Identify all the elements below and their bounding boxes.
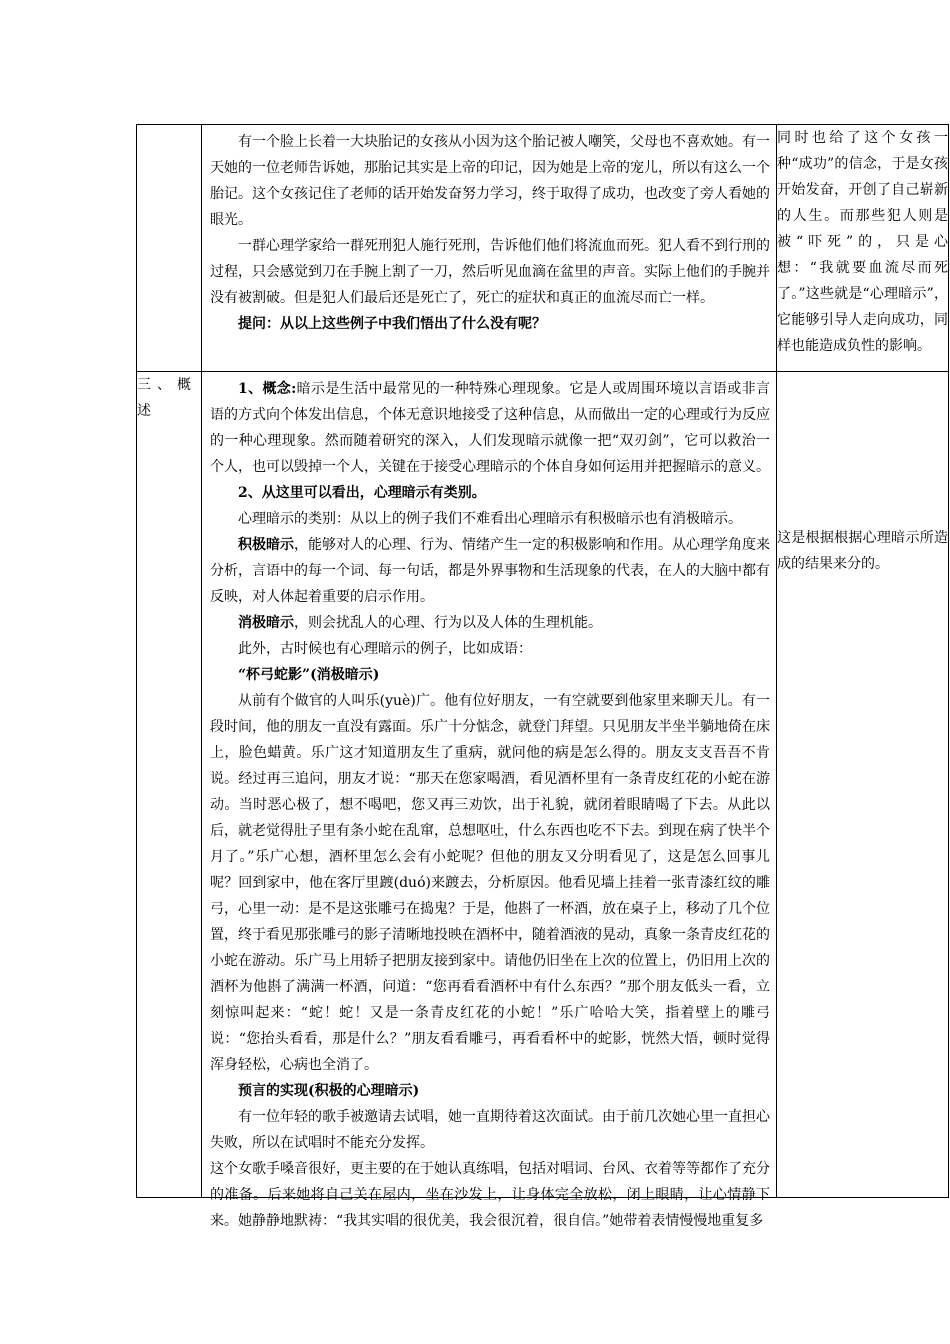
types-paragraph: 心理暗示的类别：从以上的例子我们不难看出心理暗示有积极暗示也有消极暗示。 [238, 511, 742, 527]
table-row [137, 372, 949, 1198]
story1-title: “杯弓蛇影”(消极暗示) [238, 667, 380, 683]
question-prompt: 提问：从以上这些例子中我们悟出了什么没有呢？ [238, 316, 546, 332]
section-label-cell [137, 125, 202, 372]
content-cell [202, 125, 777, 372]
note-cell: 同时也给了这个女孩一种“成功”的信念，于是女孩开始发奋，开创了自己崭新的人生。而那些犯人则是被“吓死”的，只是心想：“我就要血流尽而死了。”这些就是“心理暗示”，它能够引导人走向成功，同样也能造成负性的影响。 [777, 125, 949, 372]
category-heading: 2、从这里可以看出，心理暗示有类别。 [238, 485, 486, 501]
positive-text: ，能够对人的心理、行为、情绪产生一定的积极影响和作用。从心理学角度来分析，言语中的每一个词、每一句话，都是外界事物和生活现象的代表，在人的大脑中都有反映，对人体起着重要的启示作用。 [210, 537, 770, 605]
negative-paragraph [210, 610, 770, 636]
ancient-example-intro: 此外，古时候也有心理暗示的例子，比如成语： [238, 641, 532, 657]
negative-label: 消极暗示 [238, 615, 294, 631]
concept-label: 1、概念: [238, 381, 297, 397]
concept-paragraph [210, 376, 770, 480]
concept-text: 暗示是生活中最常见的一种特殊心理现象。它是人或周围环境以言语或非言语的方式向个体发出信息，个体无意识地接受了这种信息，从而做出一定的心理或行为反应的一种心理现象。然而随着研究的深入，人们发现暗示就像一把“双刃剑”，它可以救治一个人，也可以毁掉一个人，关键在于接受心理暗示的个体自身如何运用并把握暗示的意义。 [210, 381, 770, 475]
negative-text: ，则会扰乱人的心理、行为以及人体的生理机能。 [294, 615, 602, 631]
content-cell [202, 372, 777, 1229]
note-spacer [777, 372, 948, 525]
story2-title: 预言的实现(积极的心理暗示) [238, 1083, 420, 1099]
paragraph-birthmark-story: 有一个脸上长着一大块胎记的女孩从小因为这个胎记被人嘲笑，父母也不喜欢她。有一天她的一位老师告诉她，那胎记其实是上帝的印记，因为她是上帝的宠儿，所以有这么一个胎记。这个女孩记住了老师的话开始发奋努力学习，终于取得了成功，也改变了旁人看她的眼光。 [210, 134, 770, 228]
story1-text: 从前有个做官的人叫乐(yuè)广。他有位好朋友，一有空就要到他家里来聊天儿。有一段时间，他的朋友一直没有露面。乐广十分惦念，就登门拜望。只见朋友半坐半躺地倚在床上，脸色蜡黄。乐广这才知道朋友生了重病，就问他的病是怎么得的。朋友支支吾吾不肯说。经过再三追问，朋友才说：“那天在您家喝酒，看见酒杯里有一条青皮红花的小蛇在游动。当时恶心极了，想不喝吧，您又再三劝饮，出于礼貌，就闭着眼睛喝了下去。从此以后，就老觉得肚子里有条小蛇在乱窜，总想呕吐，什么东西也吃不下去。到现在病了快半个月了。”乐广心想，酒杯里怎么会有小蛇呢？但他的朋友又分明看见了，这是怎么回事儿呢？回到家中，他在客厅里踱(duó)来踱去，分析原因。他看见墙上挂着一张青漆红纹的雕弓，心里一动：是不是这张雕弓在捣鬼？于是，他斟了一杯酒，放在桌子上，移动了几个位置，终于看见那张雕弓的影子清晰地投映在酒杯中，随着酒液的晃动，真象一条青皮红花的小蛇在游动。乐广马上用轿子把朋友接到家中。请他仍旧坐在上次的位置上，仍旧用上次的酒杯为他斟了满满一杯酒，问道：“您再看看酒杯中有什么东西？”那个朋友低头一看，立刻惊叫起来：“蛇！蛇！又是一条青皮红花的小蛇！”乐广哈哈大笑，指着壁上的雕弓说：“您抬头看看，那是什么？”朋友看看雕弓，再看看杯中的蛇影，恍然大悟，顿时觉得浑身轻松，心病也全消了。 [210, 693, 770, 1073]
table-row [137, 125, 949, 372]
lesson-table [136, 124, 949, 1229]
story2-text-a: 有一位年轻的歌手被邀请去试唱，她一直期待着这次面试。由于前几次她心里一直担心失败，所以在试唱时不能充分发挥。 [210, 1109, 770, 1151]
category-note: 这是根据根据心理暗示所造成的结果来分的。 [777, 530, 948, 572]
section-label-cell: 三、概述 [137, 372, 202, 1198]
positive-label: 积极暗示 [238, 537, 294, 553]
paragraph-prisoner-experiment: 一群心理学家给一群死刑犯人施行死刑，告诉他们他们将流血而死。犯人看不到行刑的过程，只会感觉到刀在手腕上割了一刀，然后听见血滴在盆里的声音。实际上他们的手腕并没有被割破。但是犯人们最后还是死亡了，死亡的症状和真正的血流尽而亡一样。 [210, 238, 770, 306]
note-cell [777, 372, 949, 1198]
story2-text-b: 这个女歌手嗓音很好，更主要的在于她认真练唱，包括对唱词、台风、衣着等等都作了充分的准备。后来她将自己关在屋内，坐在沙发上，让身体完全放松，闭上眼睛，让心情静下来。她静静地默祷：“我其实唱的很优美，我会很沉着，很自信。”她带着表情慢慢地重复多 [210, 1161, 770, 1229]
positive-paragraph [210, 532, 770, 610]
